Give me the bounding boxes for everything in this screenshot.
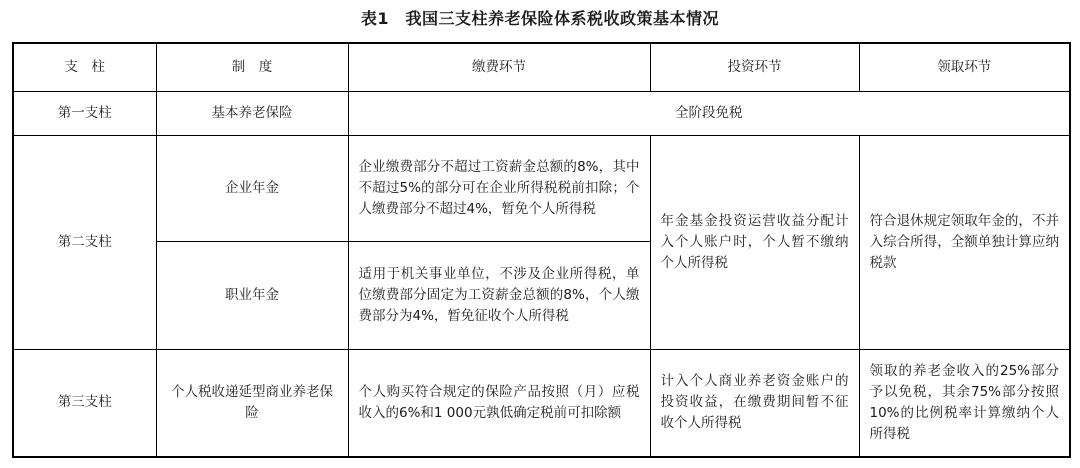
pillar2-withdrawal: 符合退休规定领取年金的，不并入综合所得，全额单独计算应纳税款 xyxy=(859,135,1070,349)
header-contribution: 缴费环节 xyxy=(348,43,650,91)
header-withdrawal: 领取环节 xyxy=(859,43,1070,91)
pillar2-enterprise-system: 企业年金 xyxy=(156,135,348,242)
pillar2-occupational-system: 职业年金 xyxy=(156,242,348,350)
header-system: 制 度 xyxy=(156,43,348,91)
pillar3-withdrawal: 领取的养老金收入的25%部分予以免税，其余75%部分按照10%的比例税率计算缴纳个人所得税 xyxy=(859,349,1070,457)
pillar2-label: 第二支柱 xyxy=(13,135,156,349)
table-row xyxy=(13,135,1070,242)
pillar3-label: 第三支柱 xyxy=(13,349,156,457)
table-row xyxy=(13,349,1070,457)
pillar2-occupational-contribution: 适用于机关事业单位，不涉及企业所得税，单位缴费部分固定为工资薪金总额的8%，个人缴费部分为4%，暂免征收个人所得税 xyxy=(348,242,650,350)
pillar1-label: 第一支柱 xyxy=(13,91,156,135)
pillar3-system: 个人税收递延型商业养老保险 xyxy=(156,349,348,457)
pension-tax-policy-table xyxy=(12,42,1071,458)
pillar2-investment: 年金基金投资运营收益分配计入个人账户时，个人暂不缴纳个人所得税 xyxy=(650,135,859,349)
pillar2-enterprise-contribution: 企业缴费部分不超过工资薪金总额的8%，其中不超过5%的部分可在企业所得税税前扣除；个人缴费部分不超过4%，暂免个人所得税 xyxy=(348,135,650,242)
pillar1-system: 基本养老保险 xyxy=(156,91,348,135)
table-title: 表1 我国三支柱养老保险体系税收政策基本情况 xyxy=(360,9,720,28)
header-investment: 投资环节 xyxy=(650,43,859,91)
header-pillar: 支 柱 xyxy=(13,43,156,91)
pillar3-investment: 计入个人商业养老资金账户的投资收益，在缴费期间暂不征收个人所得税 xyxy=(650,349,859,457)
pillar3-contribution: 个人购买符合规定的保险产品按照（月）应税收入的6%和1 000元孰低确定税前可扣除额 xyxy=(348,349,650,457)
pillar1-all-stages: 全阶段免税 xyxy=(348,91,1070,135)
table-row xyxy=(13,91,1070,135)
table-header-row xyxy=(13,43,1070,91)
